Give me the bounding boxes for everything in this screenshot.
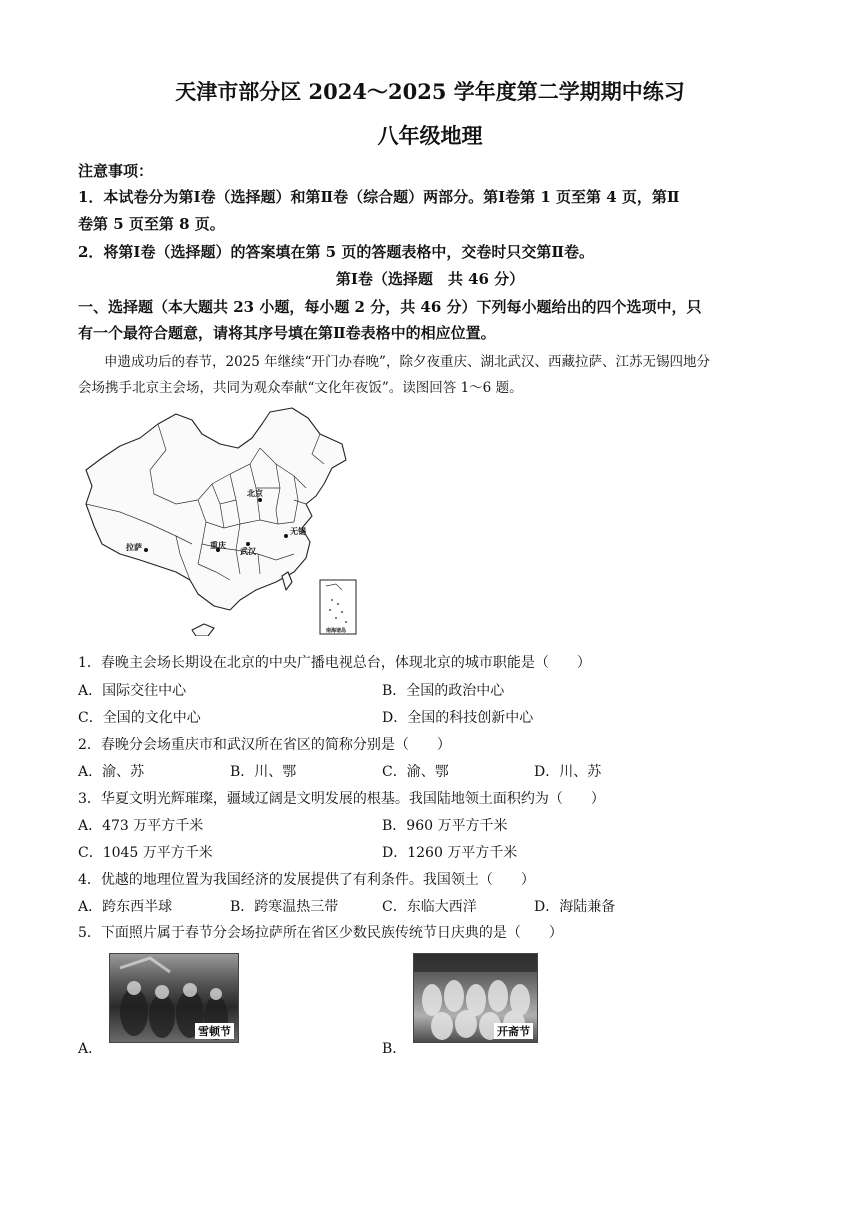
question-4-option-c: C．东临大西洋 xyxy=(382,899,477,915)
question-1-option-d: D．全国的科技创新中心 xyxy=(382,710,534,726)
question-2-option-a: A．渝、苏 xyxy=(78,764,145,780)
question-2-stem: 2．春晚分会场重庆市和武汉所在省区的简称分别是（ ） xyxy=(78,737,451,753)
question-4-stem: 4．优越的地理位置为我国经济的发展提供了有利条件。我国领土（ ） xyxy=(78,872,535,888)
section-instruction-line-2: 有一个最符合题意，请将其序号填在第Ⅱ卷表格中的相应位置。 xyxy=(78,324,496,342)
question-2-option-d: D．川、苏 xyxy=(534,764,602,780)
question-3-option-d: D．1260 万平方千米 xyxy=(382,845,518,861)
notice-item-1-line-2: 卷第 5 页至第 8 页。 xyxy=(78,215,225,233)
question-4-option-b: B．跨寒温热三带 xyxy=(230,899,339,915)
map-label-lhasa: 拉萨 xyxy=(126,543,142,552)
map-label-chongqing: 重庆 xyxy=(210,541,226,550)
passage-line-1: 申遗成功后的春节，2025 年继续“开门办春晚”，除夕夜重庆、湖北武汉、西藏拉萨、江苏无锡四地分 xyxy=(104,354,710,370)
exam-subtitle: 八年级地理 xyxy=(377,123,483,148)
map-label-wuhan: 武汉 xyxy=(240,547,256,556)
question-3-stem: 3．华夏文明光辉璀璨，疆域辽阔是文明发展的根基。我国陆地领土面积约为（ ） xyxy=(78,791,605,807)
photo-b-caption: 开斋节 xyxy=(494,1023,533,1039)
china-outline xyxy=(86,408,346,610)
photo-a-caption: 雪顿节 xyxy=(195,1023,234,1039)
question-2-option-b: B．川、鄂 xyxy=(230,764,297,780)
exam-title: 天津市部分区 2024～2025 学年度第二学期期中练习 xyxy=(175,79,685,104)
notice-item-2: 2．将第Ⅰ卷（选择题）的答案填在第 5 页的答题表格中，交卷时只交第Ⅱ卷。 xyxy=(78,243,594,261)
inset-label: 南海诸岛 xyxy=(326,628,347,634)
question-1-option-c: C．全国的文化中心 xyxy=(78,710,201,726)
map-label-wuxi: 无锡 xyxy=(290,527,306,536)
question-2-option-c: C．渝、鄂 xyxy=(382,764,449,780)
question-4-option-a: A．跨东西半球 xyxy=(78,899,173,915)
section-title: 第Ⅰ卷（选择题 共 46 分） xyxy=(335,270,525,288)
china-map xyxy=(80,404,362,636)
question-3-option-c: C．1045 万平方千米 xyxy=(78,845,213,861)
question-5-option-b: B． xyxy=(382,1041,407,1057)
question-3-option-b: B．960 万平方千米 xyxy=(382,818,508,834)
question-4-option-d: D．海陆兼备 xyxy=(534,899,616,915)
south-china-sea-inset xyxy=(320,580,356,634)
photo-b xyxy=(413,953,538,1043)
section-instruction-line-1: 一、选择题（本大题共 23 小题，每小题 2 分，共 46 分）下列每小题给出的四个选项中，只 xyxy=(78,298,702,316)
question-1-option-a: A．国际交往中心 xyxy=(78,683,187,699)
notice-item-1-line-1: 1．本试卷分为第Ⅰ卷（选择题）和第Ⅱ卷（综合题）两部分。第Ⅰ卷第 1 页至第 4 页，第Ⅱ xyxy=(78,188,680,206)
question-3-option-a: A．473 万平方千米 xyxy=(78,818,204,834)
map-label-beijing: 北京 xyxy=(247,489,263,498)
question-1-option-b: B．全国的政治中心 xyxy=(382,683,505,699)
photo-a xyxy=(109,953,239,1043)
passage-line-2: 会场携手北京主会场，共同为观众奉献“文化年夜饭”。读图回答 1～6 题。 xyxy=(78,380,523,396)
question-5-option-a: A． xyxy=(78,1041,103,1057)
question-1-stem: 1．春晚主会场长期设在北京的中央广播电视总台，体现北京的城市职能是（ ） xyxy=(78,655,591,671)
notice-heading: 注意事项： xyxy=(78,162,154,180)
question-5-stem: 5．下面照片属于春节分会场拉萨所在省区少数民族传统节日庆典的是（ ） xyxy=(78,925,563,941)
